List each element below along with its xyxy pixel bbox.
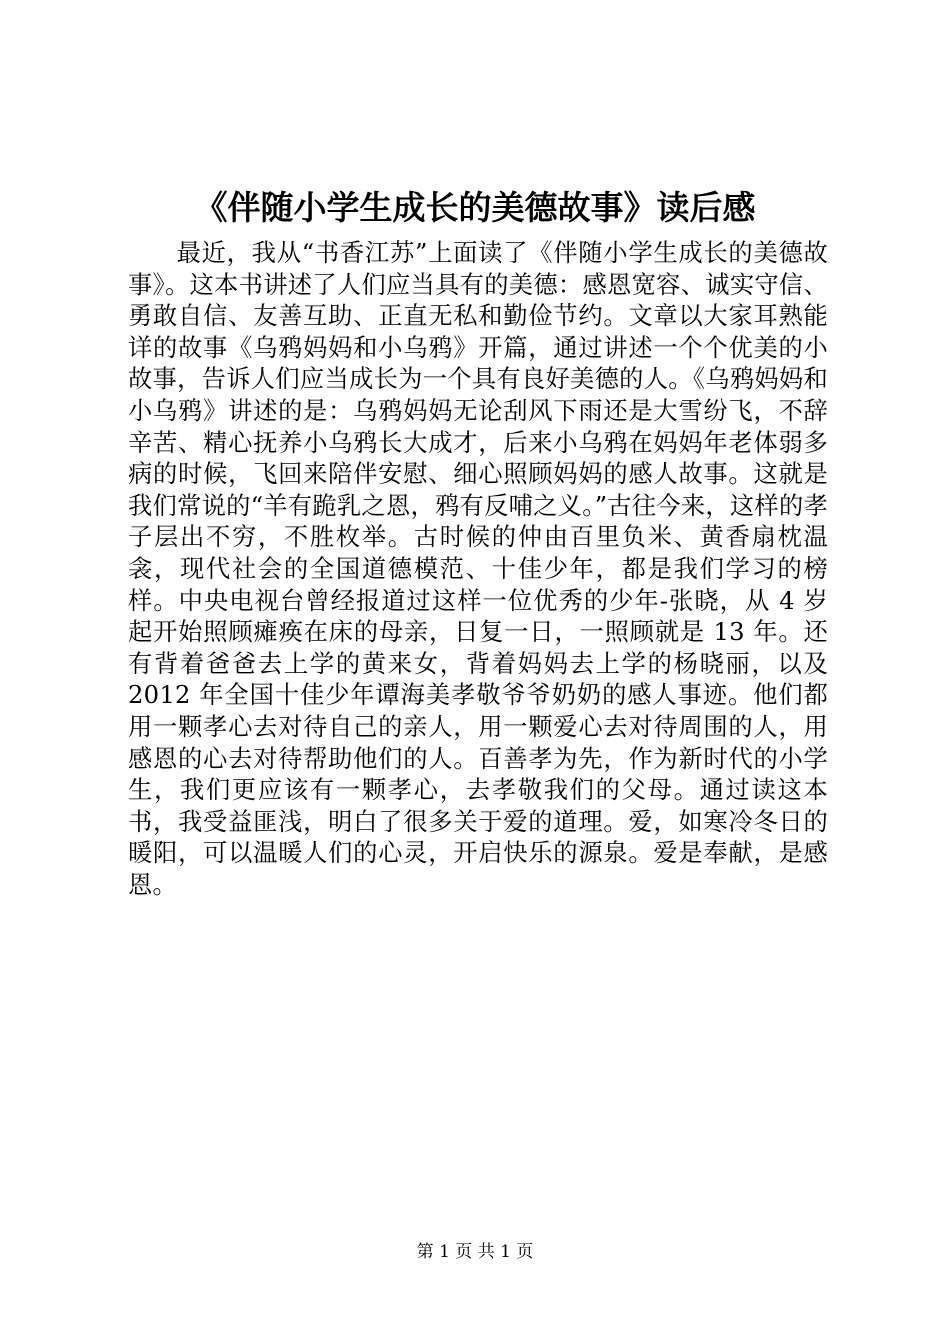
body-paragraph: 最近，我从“书香江苏”上面读了《伴随小学生成长的美德故事》。这本书讲述了人们应当具有的美德：感恩宽容、诚实守信、勇敢自信、友善互助、正直无私和勤俭节约。文章以大家耳熟能详的故事《乌鸦妈妈和小乌鸦》开篇，通过讲述一个个优美的小故事，告诉人们应当成长为一个具有良好美德的人。《乌鸦妈妈和小乌鸦》讲述的是：乌鸦妈妈无论刮风下雨还是大雪纷飞，不辞辛苦、精心抚养小乌鸦长大成才，后来小乌鸦在妈妈年老体弱多病的时候，飞回来陪伴安慰、细心照顾妈妈的感人故事。这就是我们常说的“羊有跪乳之恩，鸦有反哺之义。”古往今来，这样的孝子层出不穷，不胜枚举。古时候的仲由百里负米、黄香扇枕温衾，现代社会的全国道德模范、十佳少年，都是我们学习的榜样。中央电视台曾经报道过这样一位优秀的少年-张晓，从 4 岁起开始照顾瘫痪在床的母亲，日复一日，一照顾就是 13 年。还有背着爸爸去上学的黄来女，背着妈妈去上学的杨晓丽，以及 2012 年全国十佳少年谭海美孝敬爷爷奶奶的感人事迹。他们都用一颗孝心去对待自己的亲人，用一颗爱心去对待周围的人，用感恩的心去对待帮助他们的人。百善孝为先，作为新时代的小学生，我们更应该有一颗孝心，去孝敬我们的父母。通过读这本书，我受益匪浅，明白了很多关于爱的道理。爱，如寒冷冬日的暖阳，可以温暖人们的心灵，开启快乐的源泉。爱是奉献，是感恩。 (128, 238, 828, 899)
document-title: 《伴随小学生成长的美德故事》读后感 (194, 188, 756, 227)
page-footer: 第 1 页 共 1 页 (416, 1242, 534, 1262)
